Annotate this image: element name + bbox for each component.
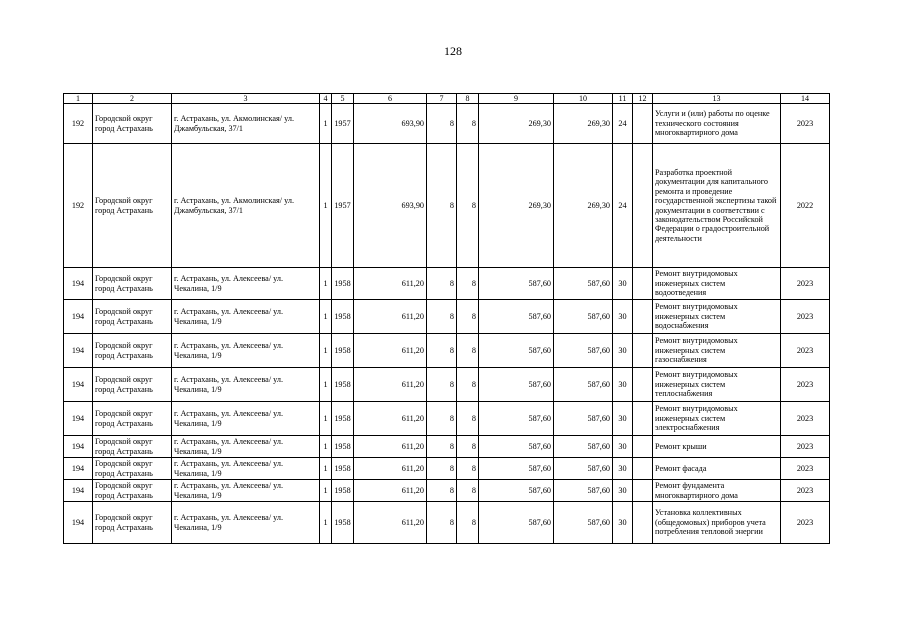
work-type-cell: Ремонт внутридомовых инженерных систем теплоснабжения — [653, 368, 781, 402]
work-type-cell: Ремонт внутридомовых инженерных систем водоснабжения — [653, 300, 781, 334]
table-row — [64, 334, 830, 368]
planned-year-cell: 2023 — [781, 104, 830, 144]
col9-cell: 587,60 — [479, 402, 554, 436]
col4-cell: 1 — [320, 458, 332, 480]
col7-cell: 8 — [427, 458, 457, 480]
col8-cell: 8 — [457, 334, 479, 368]
col4-cell: 1 — [320, 104, 332, 144]
col10-cell: 587,60 — [554, 502, 613, 544]
address-cell: г. Астрахань, ул. Алексеева/ ул. Чекалина, 1/9 — [172, 300, 320, 334]
work-type-cell: Ремонт внутридомовых инженерных систем электроснабжения — [653, 402, 781, 436]
row-number: 194 — [64, 334, 93, 368]
table-row — [64, 436, 830, 458]
col8-cell: 8 — [457, 458, 479, 480]
address-cell: г. Астрахань, ул. Алексеева/ ул. Чекалина, 1/9 — [172, 334, 320, 368]
row-number: 194 — [64, 502, 93, 544]
table-row — [64, 368, 830, 402]
col9-cell: 587,60 — [479, 436, 554, 458]
planned-year-cell: 2022 — [781, 144, 830, 268]
col12-cell — [633, 104, 653, 144]
col12-cell — [633, 402, 653, 436]
year-cell: 1958 — [332, 436, 354, 458]
table-header — [64, 94, 830, 104]
page-number: 128 — [444, 44, 462, 58]
col11-cell: 24 — [613, 104, 633, 144]
col12-cell — [633, 300, 653, 334]
row-number: 194 — [64, 368, 93, 402]
planned-year-cell: 2023 — [781, 300, 830, 334]
work-type-cell: Ремонт фасада — [653, 458, 781, 480]
column-header-11: 11 — [613, 94, 633, 104]
col8-cell: 8 — [457, 436, 479, 458]
planned-year-cell: 2023 — [781, 436, 830, 458]
col4-cell: 1 — [320, 502, 332, 544]
col4-cell: 1 — [320, 480, 332, 502]
table-row — [64, 502, 830, 544]
row-number: 194 — [64, 300, 93, 334]
col9-cell: 587,60 — [479, 480, 554, 502]
column-header-8: 8 — [457, 94, 479, 104]
col9-cell: 587,60 — [479, 458, 554, 480]
column-header-9: 9 — [479, 94, 554, 104]
area-cell: 611,20 — [354, 402, 427, 436]
work-type-cell: Ремонт крыши — [653, 436, 781, 458]
planned-year-cell: 2023 — [781, 402, 830, 436]
col10-cell: 587,60 — [554, 300, 613, 334]
col4-cell: 1 — [320, 368, 332, 402]
col10-cell: 269,30 — [554, 104, 613, 144]
year-cell: 1958 — [332, 502, 354, 544]
col10-cell: 587,60 — [554, 402, 613, 436]
row-number: 194 — [64, 480, 93, 502]
col4-cell: 1 — [320, 436, 332, 458]
col11-cell: 30 — [613, 502, 633, 544]
district-cell: Городской округ город Астрахань — [93, 402, 172, 436]
table-row — [64, 480, 830, 502]
col4-cell: 1 — [320, 334, 332, 368]
col7-cell: 8 — [427, 368, 457, 402]
col4-cell: 1 — [320, 144, 332, 268]
planned-year-cell: 2023 — [781, 268, 830, 300]
area-cell: 693,90 — [354, 144, 427, 268]
col9-cell: 587,60 — [479, 268, 554, 300]
column-header-3: 3 — [172, 94, 320, 104]
district-cell: Городской округ город Астрахань — [93, 436, 172, 458]
col9-cell: 587,60 — [479, 334, 554, 368]
year-cell: 1958 — [332, 300, 354, 334]
column-header-7: 7 — [427, 94, 457, 104]
column-header-2: 2 — [93, 94, 172, 104]
planned-year-cell: 2023 — [781, 502, 830, 544]
col11-cell: 30 — [613, 436, 633, 458]
address-cell: г. Астрахань, ул. Алексеева/ ул. Чекалина, 1/9 — [172, 480, 320, 502]
col8-cell: 8 — [457, 104, 479, 144]
year-cell: 1958 — [332, 334, 354, 368]
address-cell: г. Астрахань, ул. Алексеева/ ул. Чекалина, 1/9 — [172, 368, 320, 402]
col10-cell: 587,60 — [554, 458, 613, 480]
column-header-13: 13 — [653, 94, 781, 104]
planned-year-cell: 2023 — [781, 334, 830, 368]
district-cell: Городской округ город Астрахань — [93, 300, 172, 334]
col10-cell: 587,60 — [554, 268, 613, 300]
planned-year-cell: 2023 — [781, 368, 830, 402]
district-cell: Городской округ город Астрахань — [93, 268, 172, 300]
col7-cell: 8 — [427, 300, 457, 334]
work-type-cell: Ремонт внутридомовых инженерных систем газоснабжения — [653, 334, 781, 368]
col10-cell: 587,60 — [554, 480, 613, 502]
col8-cell: 8 — [457, 502, 479, 544]
col10-cell: 587,60 — [554, 334, 613, 368]
address-cell: г. Астрахань, ул. Алексеева/ ул. Чекалина, 1/9 — [172, 436, 320, 458]
area-cell: 611,20 — [354, 368, 427, 402]
col10-cell: 587,60 — [554, 436, 613, 458]
row-number: 194 — [64, 436, 93, 458]
address-cell: г. Астрахань, ул. Акмолинская/ ул. Джамбульская, 37/1 — [172, 144, 320, 268]
district-cell: Городской округ город Астрахань — [93, 458, 172, 480]
col11-cell: 30 — [613, 480, 633, 502]
planned-year-cell: 2023 — [781, 480, 830, 502]
col9-cell: 269,30 — [479, 104, 554, 144]
work-type-cell: Услуги и (или) работы по оценке технического состояния многоквартирного дома — [653, 104, 781, 144]
column-header-10: 10 — [554, 94, 613, 104]
area-cell: 611,20 — [354, 300, 427, 334]
col4-cell: 1 — [320, 300, 332, 334]
district-cell: Городской округ город Астрахань — [93, 368, 172, 402]
address-cell: г. Астрахань, ул. Алексеева/ ул. Чекалина, 1/9 — [172, 402, 320, 436]
col12-cell — [633, 502, 653, 544]
col8-cell: 8 — [457, 144, 479, 268]
col12-cell — [633, 368, 653, 402]
column-header-1: 1 — [64, 94, 93, 104]
header-row — [64, 94, 830, 104]
column-header-4: 4 — [320, 94, 332, 104]
col10-cell: 269,30 — [554, 144, 613, 268]
col7-cell: 8 — [427, 268, 457, 300]
area-cell: 611,20 — [354, 458, 427, 480]
row-number: 194 — [64, 268, 93, 300]
column-header-6: 6 — [354, 94, 427, 104]
col12-cell — [633, 268, 653, 300]
col9-cell: 587,60 — [479, 502, 554, 544]
col8-cell: 8 — [457, 368, 479, 402]
col7-cell: 8 — [427, 402, 457, 436]
address-cell: г. Астрахань, ул. Акмолинская/ ул. Джамбульская, 37/1 — [172, 104, 320, 144]
year-cell: 1958 — [332, 368, 354, 402]
area-cell: 611,20 — [354, 480, 427, 502]
area-cell: 611,20 — [354, 334, 427, 368]
year-cell: 1958 — [332, 480, 354, 502]
col11-cell: 30 — [613, 458, 633, 480]
col9-cell: 269,30 — [479, 144, 554, 268]
col11-cell: 30 — [613, 268, 633, 300]
table-row — [64, 458, 830, 480]
table-row — [64, 300, 830, 334]
planned-year-cell: 2023 — [781, 458, 830, 480]
col12-cell — [633, 480, 653, 502]
area-cell: 611,20 — [354, 436, 427, 458]
col12-cell — [633, 334, 653, 368]
col8-cell: 8 — [457, 300, 479, 334]
col7-cell: 8 — [427, 334, 457, 368]
col8-cell: 8 — [457, 402, 479, 436]
col11-cell: 24 — [613, 144, 633, 268]
column-header-14: 14 — [781, 94, 830, 104]
col9-cell: 587,60 — [479, 300, 554, 334]
col12-cell — [633, 458, 653, 480]
row-number: 194 — [64, 458, 93, 480]
year-cell: 1957 — [332, 144, 354, 268]
col11-cell: 30 — [613, 368, 633, 402]
col8-cell: 8 — [457, 480, 479, 502]
year-cell: 1957 — [332, 104, 354, 144]
table-row — [64, 104, 830, 144]
col12-cell — [633, 436, 653, 458]
year-cell: 1958 — [332, 268, 354, 300]
address-cell: г. Астрахань, ул. Алексеева/ ул. Чекалина, 1/9 — [172, 502, 320, 544]
col7-cell: 8 — [427, 502, 457, 544]
work-type-cell: Ремонт внутридомовых инженерных систем водоотведения — [653, 268, 781, 300]
table-row — [64, 402, 830, 436]
district-cell: Городской округ город Астрахань — [93, 144, 172, 268]
work-type-cell: Установка коллективных (общедомовых) приборов учета потребления тепловой энергии — [653, 502, 781, 544]
row-number: 194 — [64, 402, 93, 436]
col7-cell: 8 — [427, 104, 457, 144]
col12-cell — [633, 144, 653, 268]
col7-cell: 8 — [427, 480, 457, 502]
column-header-12: 12 — [633, 94, 653, 104]
district-cell: Городской округ город Астрахань — [93, 502, 172, 544]
col11-cell: 30 — [613, 402, 633, 436]
column-header-5: 5 — [332, 94, 354, 104]
district-cell: Городской округ город Астрахань — [93, 104, 172, 144]
area-cell: 693,90 — [354, 104, 427, 144]
district-cell: Городской округ город Астрахань — [93, 334, 172, 368]
col7-cell: 8 — [427, 436, 457, 458]
year-cell: 1958 — [332, 458, 354, 480]
district-cell: Городской округ город Астрахань — [93, 480, 172, 502]
address-cell: г. Астрахань, ул. Алексеева/ ул. Чекалина, 1/9 — [172, 458, 320, 480]
table-body — [64, 104, 830, 544]
col4-cell: 1 — [320, 268, 332, 300]
work-type-cell: Разработка проектной документации для капитального ремонта и проведение государственной экспертизы такой документации в соответствии с законодательством Российской Федерации о градостроительной деятельности — [653, 144, 781, 268]
area-cell: 611,20 — [354, 268, 427, 300]
table-row — [64, 144, 830, 268]
col8-cell: 8 — [457, 268, 479, 300]
col10-cell: 587,60 — [554, 368, 613, 402]
year-cell: 1958 — [332, 402, 354, 436]
col11-cell: 30 — [613, 300, 633, 334]
col4-cell: 1 — [320, 402, 332, 436]
col9-cell: 587,60 — [479, 368, 554, 402]
col7-cell: 8 — [427, 144, 457, 268]
table-row — [64, 268, 830, 300]
row-number: 192 — [64, 104, 93, 144]
area-cell: 611,20 — [354, 502, 427, 544]
address-cell: г. Астрахань, ул. Алексеева/ ул. Чекалина, 1/9 — [172, 268, 320, 300]
work-type-cell: Ремонт фундамента многоквартирного дома — [653, 480, 781, 502]
col11-cell: 30 — [613, 334, 633, 368]
repair-program-table — [63, 93, 830, 544]
row-number: 192 — [64, 144, 93, 268]
